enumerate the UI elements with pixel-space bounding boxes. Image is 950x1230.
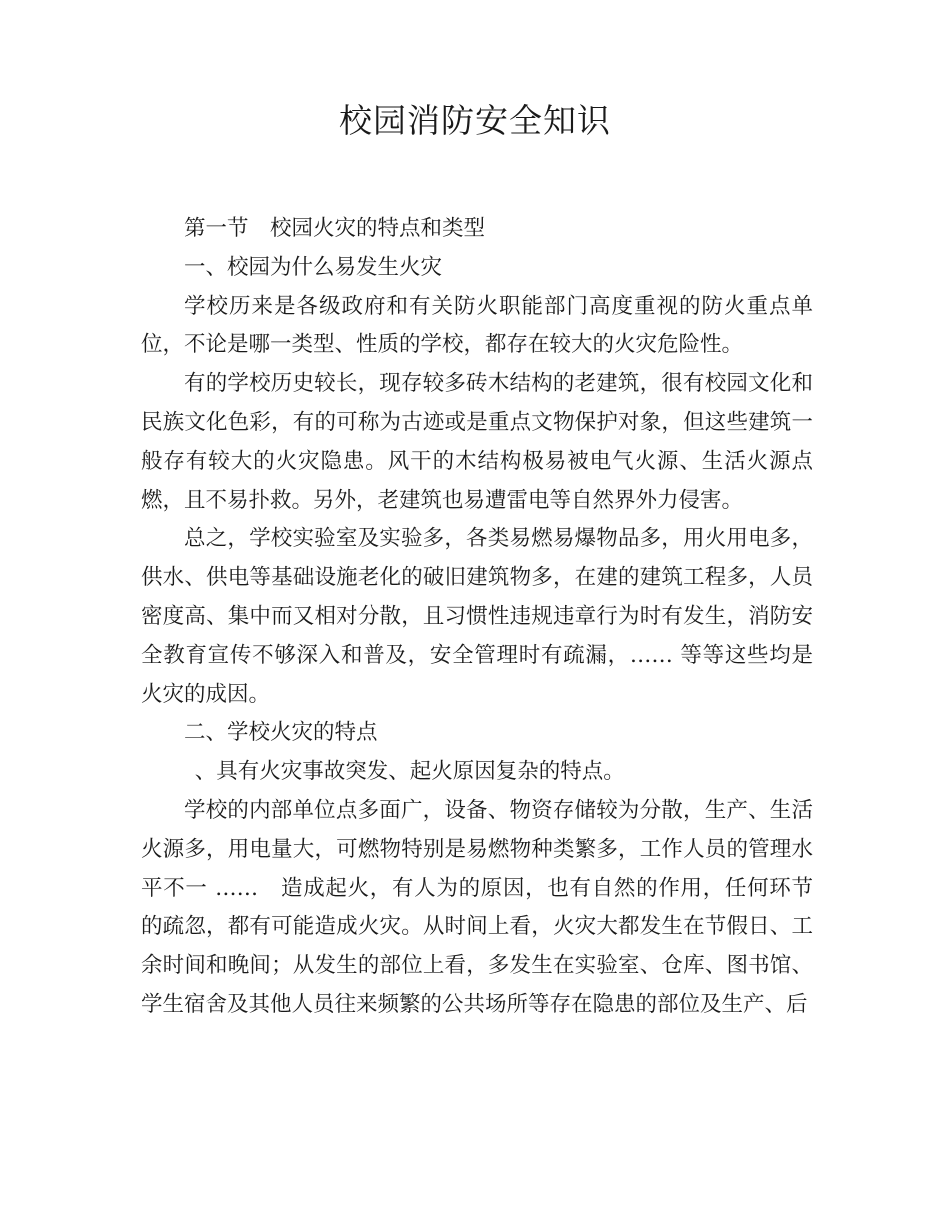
heading-why-fires: 一、校园为什么易发生火灾 [184,254,443,280]
paragraph-fire-causes-summary: 总之，学校实验室及实验多，各类易燃易爆物品多，用火用电多，供水、供电等基础设施老化的破旧建筑物多，在建的建筑工程多，人员密度高、集中而又相对分散，且习惯性违规违章行为时有发生，消防安全教育宣传不够深入和普及，安全管理时有疏漏，…… 等等这些均是火灾的成因。 [141,526,813,707]
document-body [141,210,813,1025]
heading-fire-characteristics: 二、学校火灾的特点 [184,720,378,746]
section-heading: 第一节 校园火灾的特点和类型 [184,216,486,241]
document-title: 校园消防安全知识 [339,101,611,140]
paragraph-internal-units: 学校的内部单位点多面广，设备、物资存储较为分散，生产、生活火源多，用电量大，可燃物特别是易燃物种类繁多，工作人员的管理水平不一 …… 造成起火，有人为的原因，也有自然的作用，任何环节的疏忽，都有可能造成火灾。从时间上看，火灾大都发生在节假日、工余时间和晚间；从发生的部位上看，多发生在实验室、仓库、图书馆、学生宿舍及其他人员往来频繁的公共场所等存在隐患的部位及生产、后 [141,797,813,1017]
subitem-sudden-complex: 、具有火灾事故突发、起火原因复杂的特点。 [194,759,625,785]
paragraph-old-buildings: 有的学校历史较长，现存较多砖木结构的老建筑，很有校园文化和民族文化色彩，有的可称为古迹或是重点文物保护对象，但这些建筑一般存有较大的火灾隐患。风干的木结构极易被电气火源、生活火源点燃，且不易扑救。另外，老建筑也易遭雷电等自然界外力侵害。 [141,371,813,513]
paragraph-fire-prevention-priority: 学校历来是各级政府和有关防火职能部门高度重视的防火重点单位，不论是哪一类型、性质的学校，都存在较大的火灾危险性。 [141,293,813,358]
